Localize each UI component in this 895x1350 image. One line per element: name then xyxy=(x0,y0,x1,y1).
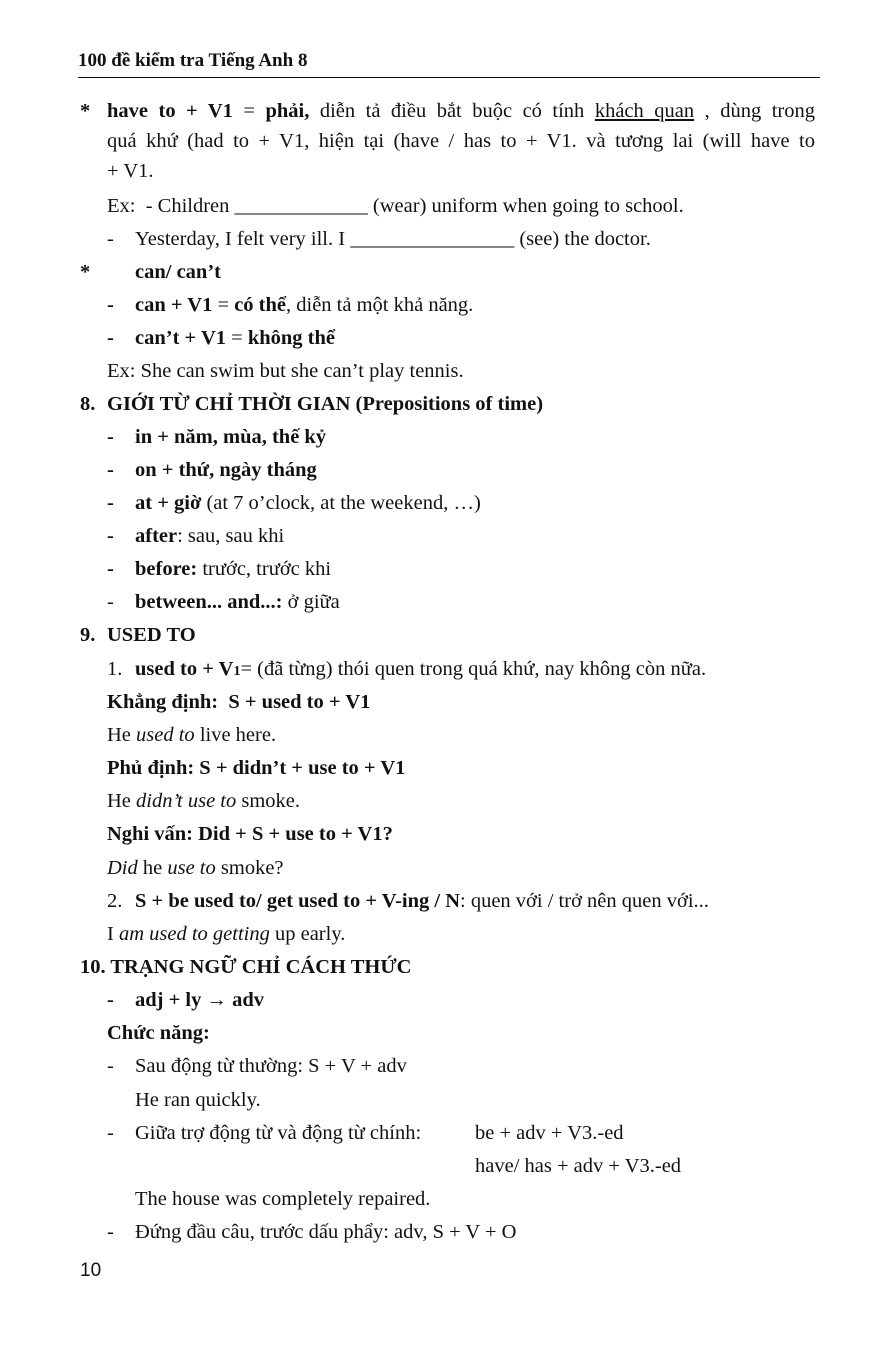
line-marker: - xyxy=(107,327,114,349)
text-segment: He xyxy=(107,724,137,746)
line-marker: - xyxy=(107,558,114,580)
text-line xyxy=(135,524,284,548)
header-rule xyxy=(78,77,820,78)
text-segment: : sau, sau khi xyxy=(177,525,285,547)
text-segment: + V1. xyxy=(107,160,154,182)
text-segment: quá khứ (had to + V1, hiện tại (have / has to + V1. và tương lai (will have to xyxy=(107,130,815,152)
text-segment: ở giữa xyxy=(282,591,340,613)
text-segment: = (đã từng) thói quen trong quá khứ, nay không còn nữa. xyxy=(240,658,707,680)
text-line xyxy=(135,1088,261,1112)
underlined-text: khách quan xyxy=(594,100,695,122)
bold-text: have to + V1 xyxy=(107,100,233,122)
text-line xyxy=(135,557,331,581)
line-marker: - xyxy=(107,228,114,250)
bold-text: used to + V xyxy=(135,658,234,680)
text-segment: = xyxy=(232,100,266,122)
text-line xyxy=(135,326,335,350)
line-marker: 1. xyxy=(107,658,123,680)
text-line xyxy=(135,1220,516,1244)
text-line xyxy=(135,227,651,251)
text-line xyxy=(107,359,464,383)
text-segment: , dùng trong xyxy=(694,100,815,122)
line-marker: - xyxy=(107,426,114,448)
page-number: 10 xyxy=(80,1260,102,1281)
bold-text: Chức năng: xyxy=(107,1022,210,1044)
text-segment: Yesterday, I felt very ill. I ________________ (see) the doctor. xyxy=(135,228,651,250)
text-line xyxy=(135,657,706,684)
text-line xyxy=(135,1187,430,1211)
text-line xyxy=(107,623,196,647)
line-marker: - xyxy=(107,989,114,1011)
text-line xyxy=(107,922,345,946)
line-marker: - xyxy=(107,1221,114,1243)
line-marker: - xyxy=(107,591,114,613)
bold-text: can + V1 xyxy=(135,294,213,316)
bold-text: between... and...: xyxy=(135,591,283,613)
text-segment: smoke? xyxy=(215,857,284,879)
italic-text: use to xyxy=(167,857,216,879)
bold-text: at + giờ xyxy=(135,492,202,514)
line-marker: 2. xyxy=(107,890,123,912)
text-line xyxy=(107,756,405,780)
line-marker: * xyxy=(80,100,91,122)
text-segment: have/ has + adv + V3.-ed xyxy=(475,1155,682,1177)
bold-text: can/ can’t xyxy=(135,261,221,283)
bold-text: before: xyxy=(135,558,198,580)
text-line xyxy=(135,491,481,515)
text-segment: Ex: - Children _____________ (wear) uniform when going to school. xyxy=(107,195,684,217)
text-segment: trước, trước khi xyxy=(197,558,332,580)
text-segment: Đứng đầu câu, trước dấu phẩy: adv, S + V + O xyxy=(135,1221,517,1243)
bold-text: S + be used to/ get used to + V-ing / N xyxy=(135,890,461,912)
text-segment: he xyxy=(137,857,168,879)
line-marker: - xyxy=(107,1122,114,1144)
text-line xyxy=(107,789,300,813)
text-line xyxy=(107,99,815,123)
text-segment: = xyxy=(226,327,248,349)
text-line xyxy=(107,392,543,416)
text-segment: Sau động từ thường: S + V + adv xyxy=(135,1055,407,1077)
line-marker: - xyxy=(107,525,114,547)
text-line xyxy=(135,1054,407,1078)
text-segment: up early. xyxy=(269,923,346,945)
line-marker: 9. xyxy=(80,624,96,646)
text-segment: He xyxy=(107,790,137,812)
text-line xyxy=(135,590,340,614)
bold-text: có thể xyxy=(234,294,286,316)
text-line xyxy=(107,723,276,747)
bold-text: Nghi vấn: Did + S + use to + V1? xyxy=(107,823,393,845)
text-segment: be + adv + V3.-ed xyxy=(475,1122,624,1144)
bold-text: after xyxy=(135,525,178,547)
text-line xyxy=(135,425,326,449)
bold-text: GIỚI TỪ CHỈ THỜI GIAN (Prepositions of time) xyxy=(107,393,544,415)
text-segment: Giữa trợ động từ và động từ chính: xyxy=(135,1122,422,1144)
text-line xyxy=(107,129,815,153)
line-marker: - xyxy=(107,459,114,481)
text-line xyxy=(107,194,684,218)
text-line xyxy=(107,822,393,846)
text-line xyxy=(135,889,709,913)
text-segment: (at 7 o’clock, at the weekend, …) xyxy=(201,492,481,514)
italic-text: used to xyxy=(136,724,195,746)
line-marker: * xyxy=(80,261,91,283)
bold-text: không thể xyxy=(247,327,335,349)
text-segment: = xyxy=(212,294,235,316)
text-line xyxy=(475,1121,624,1145)
text-segment: smoke. xyxy=(236,790,301,812)
text-line xyxy=(80,955,411,979)
text-segment: diễn tả điều bắt buộc có tính xyxy=(309,100,595,122)
bold-text: USED TO xyxy=(107,624,196,646)
text-line xyxy=(107,690,370,714)
text-line xyxy=(107,159,154,183)
line-marker: 8. xyxy=(80,393,96,415)
text-line xyxy=(107,1021,210,1045)
bold-text: Phủ định: S + didn’t + use to + V1 xyxy=(107,757,406,779)
line-marker: - xyxy=(107,1055,114,1077)
bold-text: on + thứ, ngày tháng xyxy=(135,459,317,481)
italic-text: am used to getting xyxy=(118,923,270,945)
text-segment: live here. xyxy=(194,724,277,746)
bold-text: phải, xyxy=(265,100,310,122)
text-segment: : quen với / trở nên quen với... xyxy=(460,890,709,912)
text-line xyxy=(135,293,473,317)
text-line xyxy=(107,856,284,880)
italic-text: didn’t use to xyxy=(136,790,237,812)
line-marker: - xyxy=(107,492,114,514)
italic-text: Did xyxy=(107,857,138,879)
running-header: 100 đề kiểm tra Tiếng Anh 8 xyxy=(78,50,308,71)
text-line xyxy=(135,1121,421,1145)
text-segment: , diễn tả một khả năng. xyxy=(286,294,474,316)
text-segment: Ex: She can swim but she can’t play tennis. xyxy=(107,360,464,382)
text-line xyxy=(475,1154,681,1178)
text-segment: I xyxy=(107,923,119,945)
text-line xyxy=(135,458,317,482)
line-marker: - xyxy=(107,294,114,316)
subscript-text: 1 xyxy=(233,664,241,679)
text-segment: The house was completely repaired. xyxy=(135,1188,431,1210)
bold-text: 10. TRẠNG NGỮ CHỈ CÁCH THỨC xyxy=(80,956,412,978)
bold-text: can’t + V1 xyxy=(135,327,227,349)
text-line xyxy=(135,988,264,1012)
bold-text: adj + ly → adv xyxy=(135,989,265,1011)
bold-text: Khẳng định: S + used to + V1 xyxy=(107,691,371,713)
text-segment: He ran quickly. xyxy=(135,1089,261,1111)
bold-text: in + năm, mùa, thế kỷ xyxy=(135,426,327,448)
text-line xyxy=(135,260,221,284)
